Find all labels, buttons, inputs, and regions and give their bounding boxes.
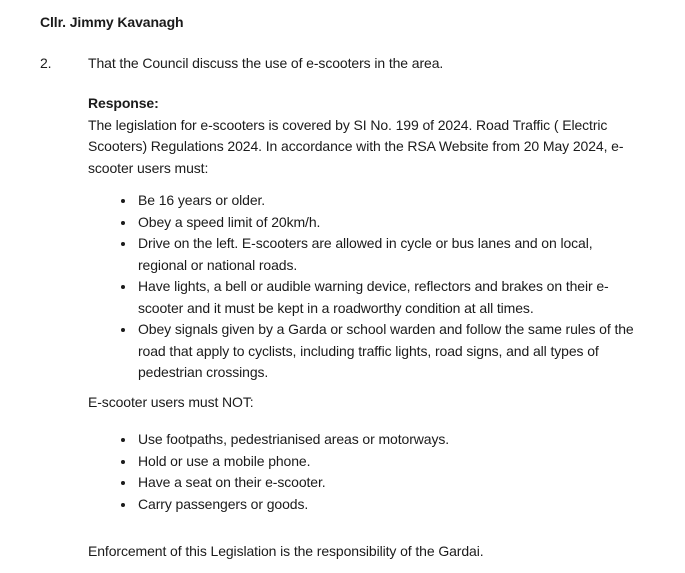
response-heading: Response: xyxy=(88,95,159,111)
must-rule-item: • Obey a speed limit of 20km/h. xyxy=(136,212,641,234)
must-rule-item: • Have lights, a bell or audible warning device, reflectors and brakes on their e-scooter and it must be kept in a roadworthy condition at all times. xyxy=(136,276,641,319)
must-not-rules-list xyxy=(88,429,641,515)
councillor-name-heading: Cllr. Jimmy Kavanagh xyxy=(40,14,184,30)
must-rules-list xyxy=(88,190,641,384)
agenda-item xyxy=(40,53,641,75)
must-not-heading: E-scooter users must NOT: xyxy=(88,393,254,410)
enforcement-note: Enforcement of this Legislation is the responsibility of the Gardai. xyxy=(88,543,484,559)
must-not-rule-item: • Use footpaths, pedestrianised areas or motorways. xyxy=(136,429,641,451)
agenda-item-number: 2. xyxy=(40,55,52,71)
response-intro-paragraph: The legislation for e-scooters is covered by SI No. 199 of 2024. Road Traffic ( Electric Scooters) Regulations 2024. In accordance with the RSA Website from 20 May 2024, e-scooter users must: xyxy=(88,116,624,176)
response-section xyxy=(88,93,641,563)
must-rule-item: • Be 16 years or older. xyxy=(136,190,641,212)
must-rule-item: • Drive on the left. E-scooters are allowed in cycle or bus lanes and on local, regional or national roads. xyxy=(136,233,641,276)
must-not-rule-item: • Carry passengers or goods. xyxy=(136,494,641,516)
agenda-item-motion-text: That the Council discuss the use of e-scooters in the area. xyxy=(88,55,444,71)
must-not-rule-item: • Hold or use a mobile phone. xyxy=(136,451,641,473)
must-rule-item: • Obey signals given by a Garda or school warden and follow the same rules of the road that apply to cyclists, including traffic lights, road signs, and all types of pedestrian crossings. xyxy=(136,319,641,384)
must-not-rule-item: • Have a seat on their e-scooter. xyxy=(136,472,641,494)
